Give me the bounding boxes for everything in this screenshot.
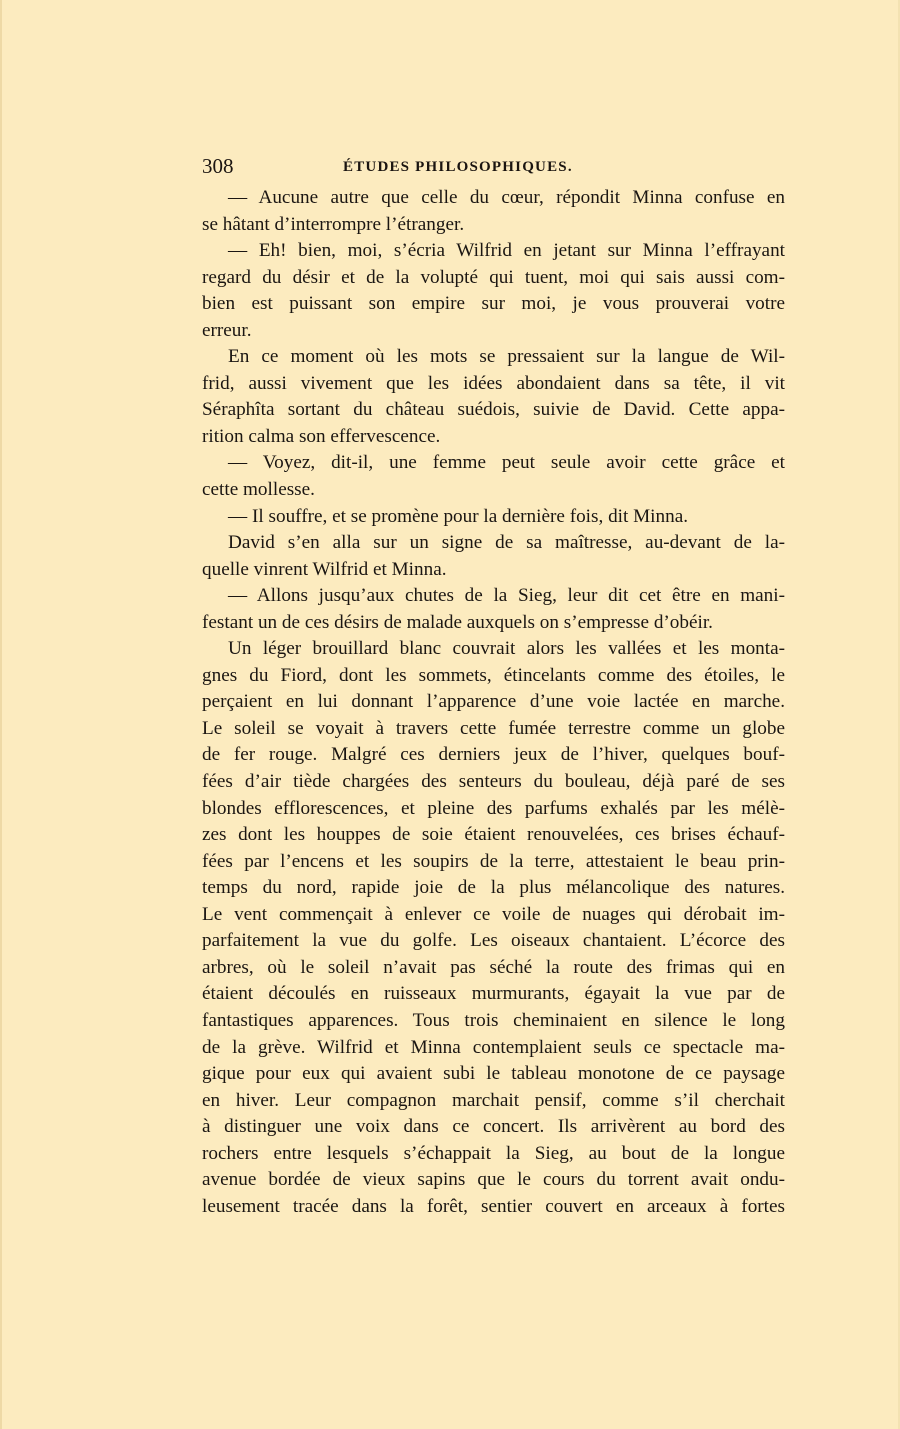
text-line: parfaitement la vue du golfe. Les oiseaux chantaient. L’écorce des — [202, 930, 785, 952]
page-number: 308 — [202, 154, 234, 178]
text-line: frid, aussi vivement que les idées abondaient dans sa tête, il vit — [202, 372, 785, 394]
text-line: rochers entre lesquels s’échappait la Sieg, au bout de la longue — [202, 1142, 785, 1164]
text-line: perçaient en lui donnant l’apparence d’une voie lactée en marche. — [202, 691, 785, 713]
text-line: de fer rouge. Malgré ces derniers jeux de l’hiver, quelques bouf- — [202, 744, 785, 766]
text-line: — Aucune autre que celle du cœur, répondit Minna confuse en — [228, 187, 785, 208]
text-line: avenue bordée de vieux sapins que le cours du torrent avait ondu- — [202, 1169, 785, 1191]
text-line: fantastiques apparences. Tous trois cheminaient en silence le long — [202, 1009, 785, 1031]
text-line: zes dont les houppes de soie étaient renouvelées, ces brises échauf- — [202, 824, 785, 846]
paragraph — [202, 450, 785, 503]
text-line: cette mollesse. — [202, 479, 315, 501]
text-line: blondes efflorescences, et pleine des parfums exhalés par les mélè- — [202, 797, 785, 819]
paragraph — [202, 504, 785, 531]
text-line: — Voyez, dit-il, une femme peut seule avoir cette grâce et — [228, 452, 785, 474]
text-line: rition calma son effervescence. — [202, 425, 441, 447]
text-line: gnes du Fiord, dont les sommets, étincelants comme des étoiles, le — [202, 664, 785, 686]
running-head: ÉTUDES PHILOSOPHIQUES. — [343, 159, 573, 175]
text-line: leusement tracée dans la forêt, sentier couvert en arceaux à fortes — [202, 1195, 785, 1217]
text-line: gique pour eux qui avaient subi le tableau monotone de ce paysage — [202, 1063, 785, 1085]
text-line: de la grève. Wilfrid et Minna contemplaient seuls ce spectacle ma- — [202, 1036, 785, 1058]
text-line: festant un de ces désirs de malade auxquels on s’empresse d’obéir. — [202, 611, 713, 633]
text-line: erreur. — [202, 319, 252, 341]
paragraph — [202, 185, 785, 238]
body-text — [202, 185, 785, 1220]
text-line: — Il souffre, et se promène pour la dernière fois, dit Minna. — [228, 505, 689, 527]
text-line: Le soleil se voyait à travers cette fumée terrestre comme un globe — [202, 717, 785, 739]
paragraph — [202, 636, 785, 1220]
text-line: Un léger brouillard blanc couvrait alors les vallées et les monta- — [228, 638, 785, 660]
text-line: Le vent commençait à enlever ce voile de nuages qui dérobait im- — [202, 903, 785, 925]
text-line: à distinguer une voix dans ce concert. Ils arrivèrent au bord des — [202, 1116, 785, 1138]
text-line: David s’en alla sur un signe de sa maîtresse, au-devant de la- — [228, 532, 785, 554]
paragraph — [202, 530, 785, 583]
text-line: fées d’air tiède chargées des senteurs du bouleau, déjà paré de ses — [202, 771, 785, 793]
text-line: En ce moment où les mots se pressaient sur la langue de Wil- — [228, 346, 785, 368]
text-line: — Allons jusqu’aux chutes de la Sieg, leur dit cet être en mani- — [228, 585, 785, 607]
paragraph — [202, 344, 785, 450]
text-line: se hâtant d’interrompre l’étranger. — [202, 213, 465, 235]
paragraph — [202, 583, 785, 636]
text-line: en hiver. Leur compagnon marchait pensif, comme s’il cherchait — [202, 1089, 785, 1111]
text-line: fées par l’encens et les soupirs de la terre, attestaient le beau prin- — [202, 850, 785, 872]
text-line: quelle vinrent Wilfrid et Minna. — [202, 558, 447, 580]
text-line: regard du désir et de la volupté qui tuent, moi qui sais aussi com- — [202, 266, 785, 288]
text-line: bien est puissant son empire sur moi, je vous prouverai votre — [202, 293, 785, 315]
text-line: Séraphîta sortant du château suédois, suivie de David. Cette appa- — [202, 399, 785, 421]
page-header — [202, 152, 785, 180]
paragraph — [202, 238, 785, 344]
text-line: — Eh! bien, moi, s’écria Wilfrid en jetant sur Minna l’effrayant — [228, 240, 785, 262]
text-line: arbres, où le soleil n’avait pas séché la route des frimas qui en — [202, 956, 785, 978]
text-line: temps du nord, rapide joie de la plus mélancolique des natures. — [202, 877, 785, 899]
text-line: étaient découlés en ruisseaux murmurants, égayait la vue par de — [202, 983, 785, 1005]
